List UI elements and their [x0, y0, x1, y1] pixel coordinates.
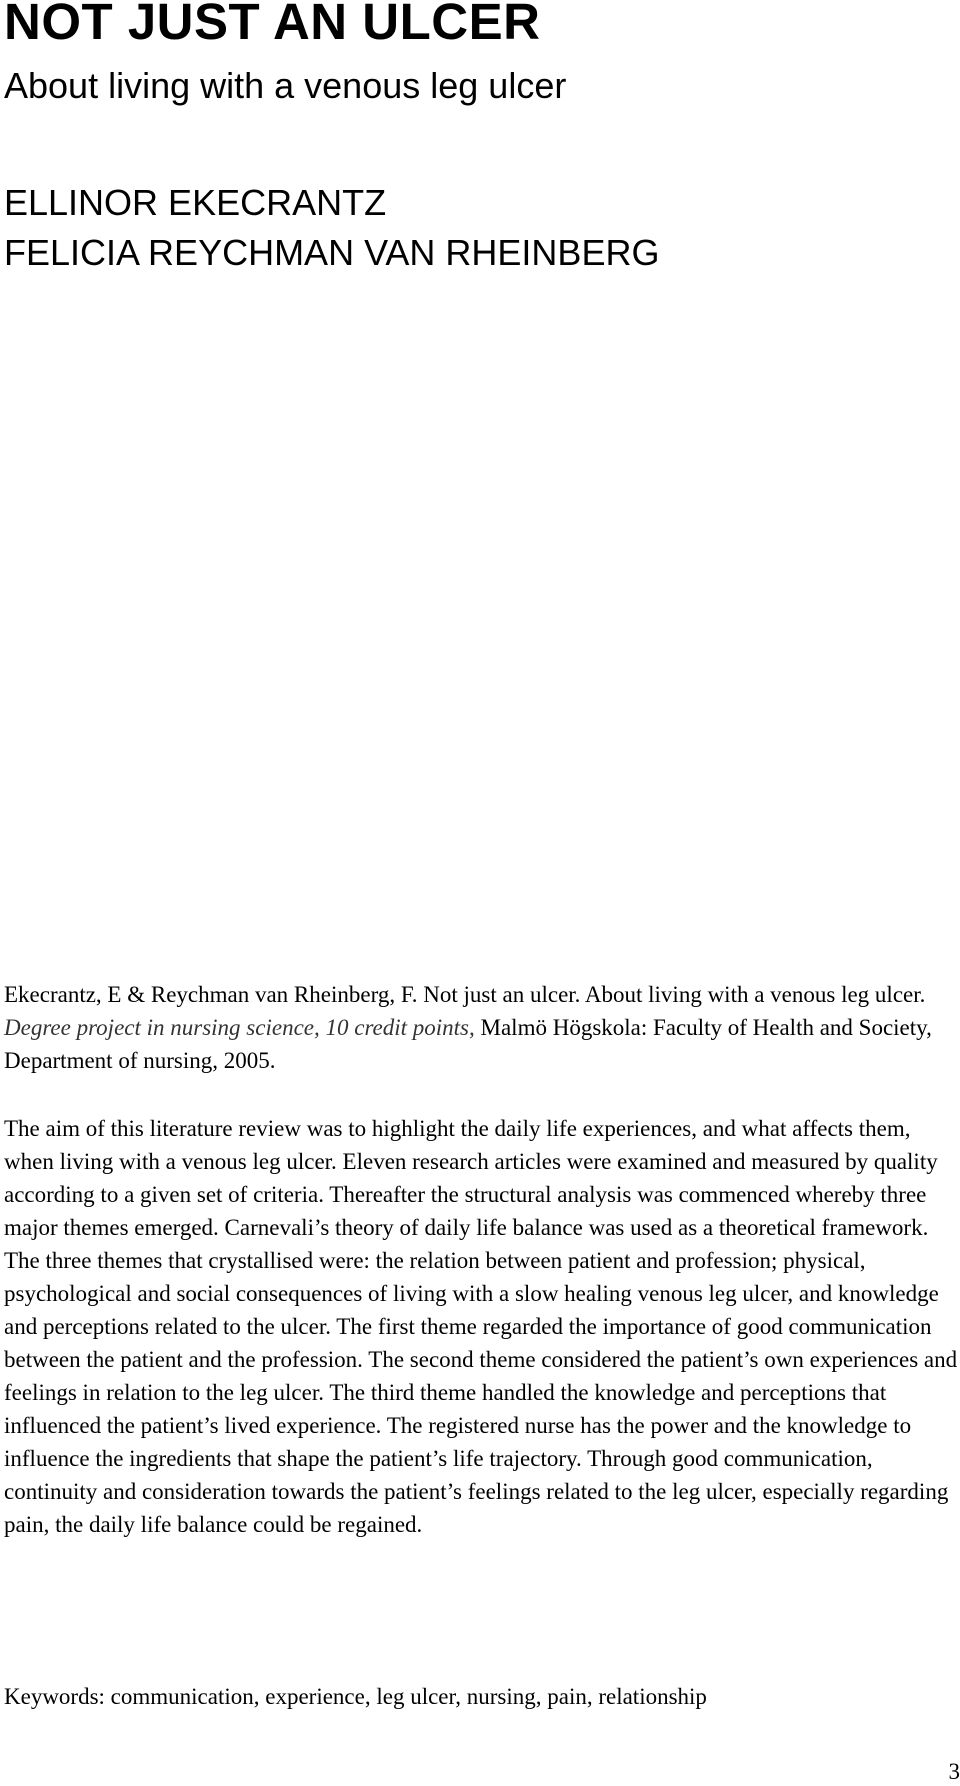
keywords-line: Keywords: communication, experience, leg ulcer, nursing, pain, relationship [4, 1684, 707, 1709]
page-title: NOT JUST AN ULCER [4, 0, 541, 50]
page-number: 3 [948, 1759, 960, 1784]
author-name: FELICIA REYCHMAN VAN RHEINBERG [4, 232, 660, 273]
page-subtitle: About living with a venous leg ulcer [4, 65, 567, 106]
author-name: ELLINOR EKECRANTZ [4, 182, 387, 223]
citation-paragraph [4, 978, 959, 1077]
author-list [4, 178, 659, 278]
abstract-paragraph: The aim of this literature review was to highlight the daily life experiences, and what affects them, when living with a venous leg ulcer. Eleven research articles were examined and measured by quality according to a given set of criteria. Thereafter the structural analysis was commenced whereby three major themes emerged. Carnevali’s theory of daily life balance was used as a theoretical framework. The three themes that crystallised were: the relation between patient and profession; physical, psychological and social consequences of living with a slow healing venous leg ulcer, and knowledge and perceptions related to the ulcer. The first theme regarded the importance of good communication between the patient and the profession. The second theme considered the patient’s own experiences and feelings in relation to the leg ulcer. The third theme handled the knowledge and perceptions that influenced the patient’s lived experience. The registered nurse has the power and the knowledge to influence the ingredients that shape the patient’s life trajectory. Through good communication, continuity and consideration towards the patient’s feelings related to the leg ulcer, especially regarding pain, the daily life balance could be regained. [4, 1116, 958, 1537]
citation-degree: Degree project in nursing science, 10 credit points, [4, 1015, 475, 1040]
citation-text: Malmö Högskola: Faculty of Health and Society, Department of nursing, 2005. [4, 1015, 932, 1073]
citation-text: Ekecrantz, E & Reychman van Rheinberg, F. Not just an ulcer. About living with a venous leg ulcer. [4, 982, 926, 1007]
